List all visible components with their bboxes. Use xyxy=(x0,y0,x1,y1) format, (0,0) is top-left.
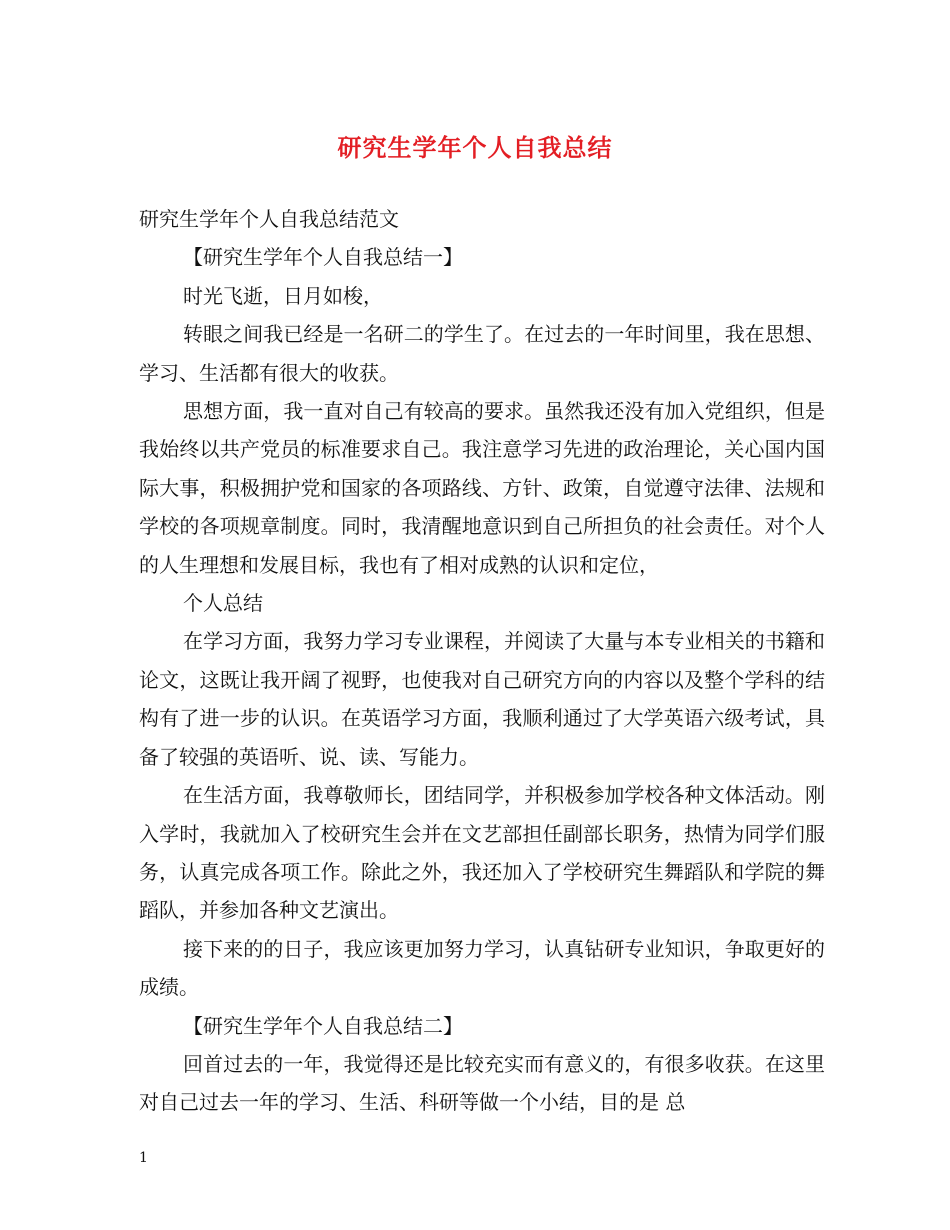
paragraph: 个人总结 xyxy=(183,591,263,616)
paragraph: 在学习方面，我努力学习专业课程，并阅读了大量与本专业相关的书籍和论文，这既让我开阔了视野，也使我对自己研究方向的内容以及整个学科的结构有了进一步的认识。在英语学习方面，我顺利通过了大学英语六级考试，具备了较强的英语听、说、读、写能力。 xyxy=(139,629,825,769)
section-heading-one: 【研究生学年个人自我总结一】 xyxy=(183,245,463,270)
section-heading-two: 【研究生学年个人自我总结二】 xyxy=(183,1013,463,1038)
paragraph: 回首过去的一年，我觉得还是比较充实而有意义的，有很多收获。在这里对自己过去一年的学习、生活、科研等做一个小结，目的是 总 xyxy=(139,1051,825,1115)
paragraph: 接下来的的日子，我应该更加努力学习，认真钻研专业知识，争取更好的成绩。 xyxy=(139,936,825,1000)
document-body xyxy=(139,200,825,1122)
paragraph: 在生活方面，我尊敬师长，团结同学，并积极参加学校各种文体活动。刚入学时，我就加入了校研究生会并在文艺部担任副部长职务，热情为同学们服务，认真完成各项工作。除此之外，我还加入了学校研究生舞蹈队和学院的舞蹈队，并参加各种文艺演出。 xyxy=(139,783,825,923)
paragraph-subtitle: 研究生学年个人自我总结范文 xyxy=(139,207,399,231)
document-title: 研究生学年个人自我总结 xyxy=(337,133,613,162)
paragraph: 思想方面，我一直对自己有较高的要求。虽然我还没有加入党组织，但是我始终以共产党员的标准要求自己。我注意学习先进的政治理论，关心国内国际大事，积极拥护党和国家的各项路线、方针、政策，自觉遵守法律、法规和学校的各项规章制度。同时，我清醒地意识到自己所担负的社会责任。对个人的人生理想和发展目标，我也有了相对成熟的认识和定位， xyxy=(139,399,825,577)
page-number: 1 xyxy=(139,1150,148,1166)
paragraph: 转眼之间我已经是一名研二的学生了。在过去的一年时间里，我在思想、学习、生活都有很大的收获。 xyxy=(139,322,825,385)
paragraph: 时光飞逝，日月如梭， xyxy=(183,283,383,308)
